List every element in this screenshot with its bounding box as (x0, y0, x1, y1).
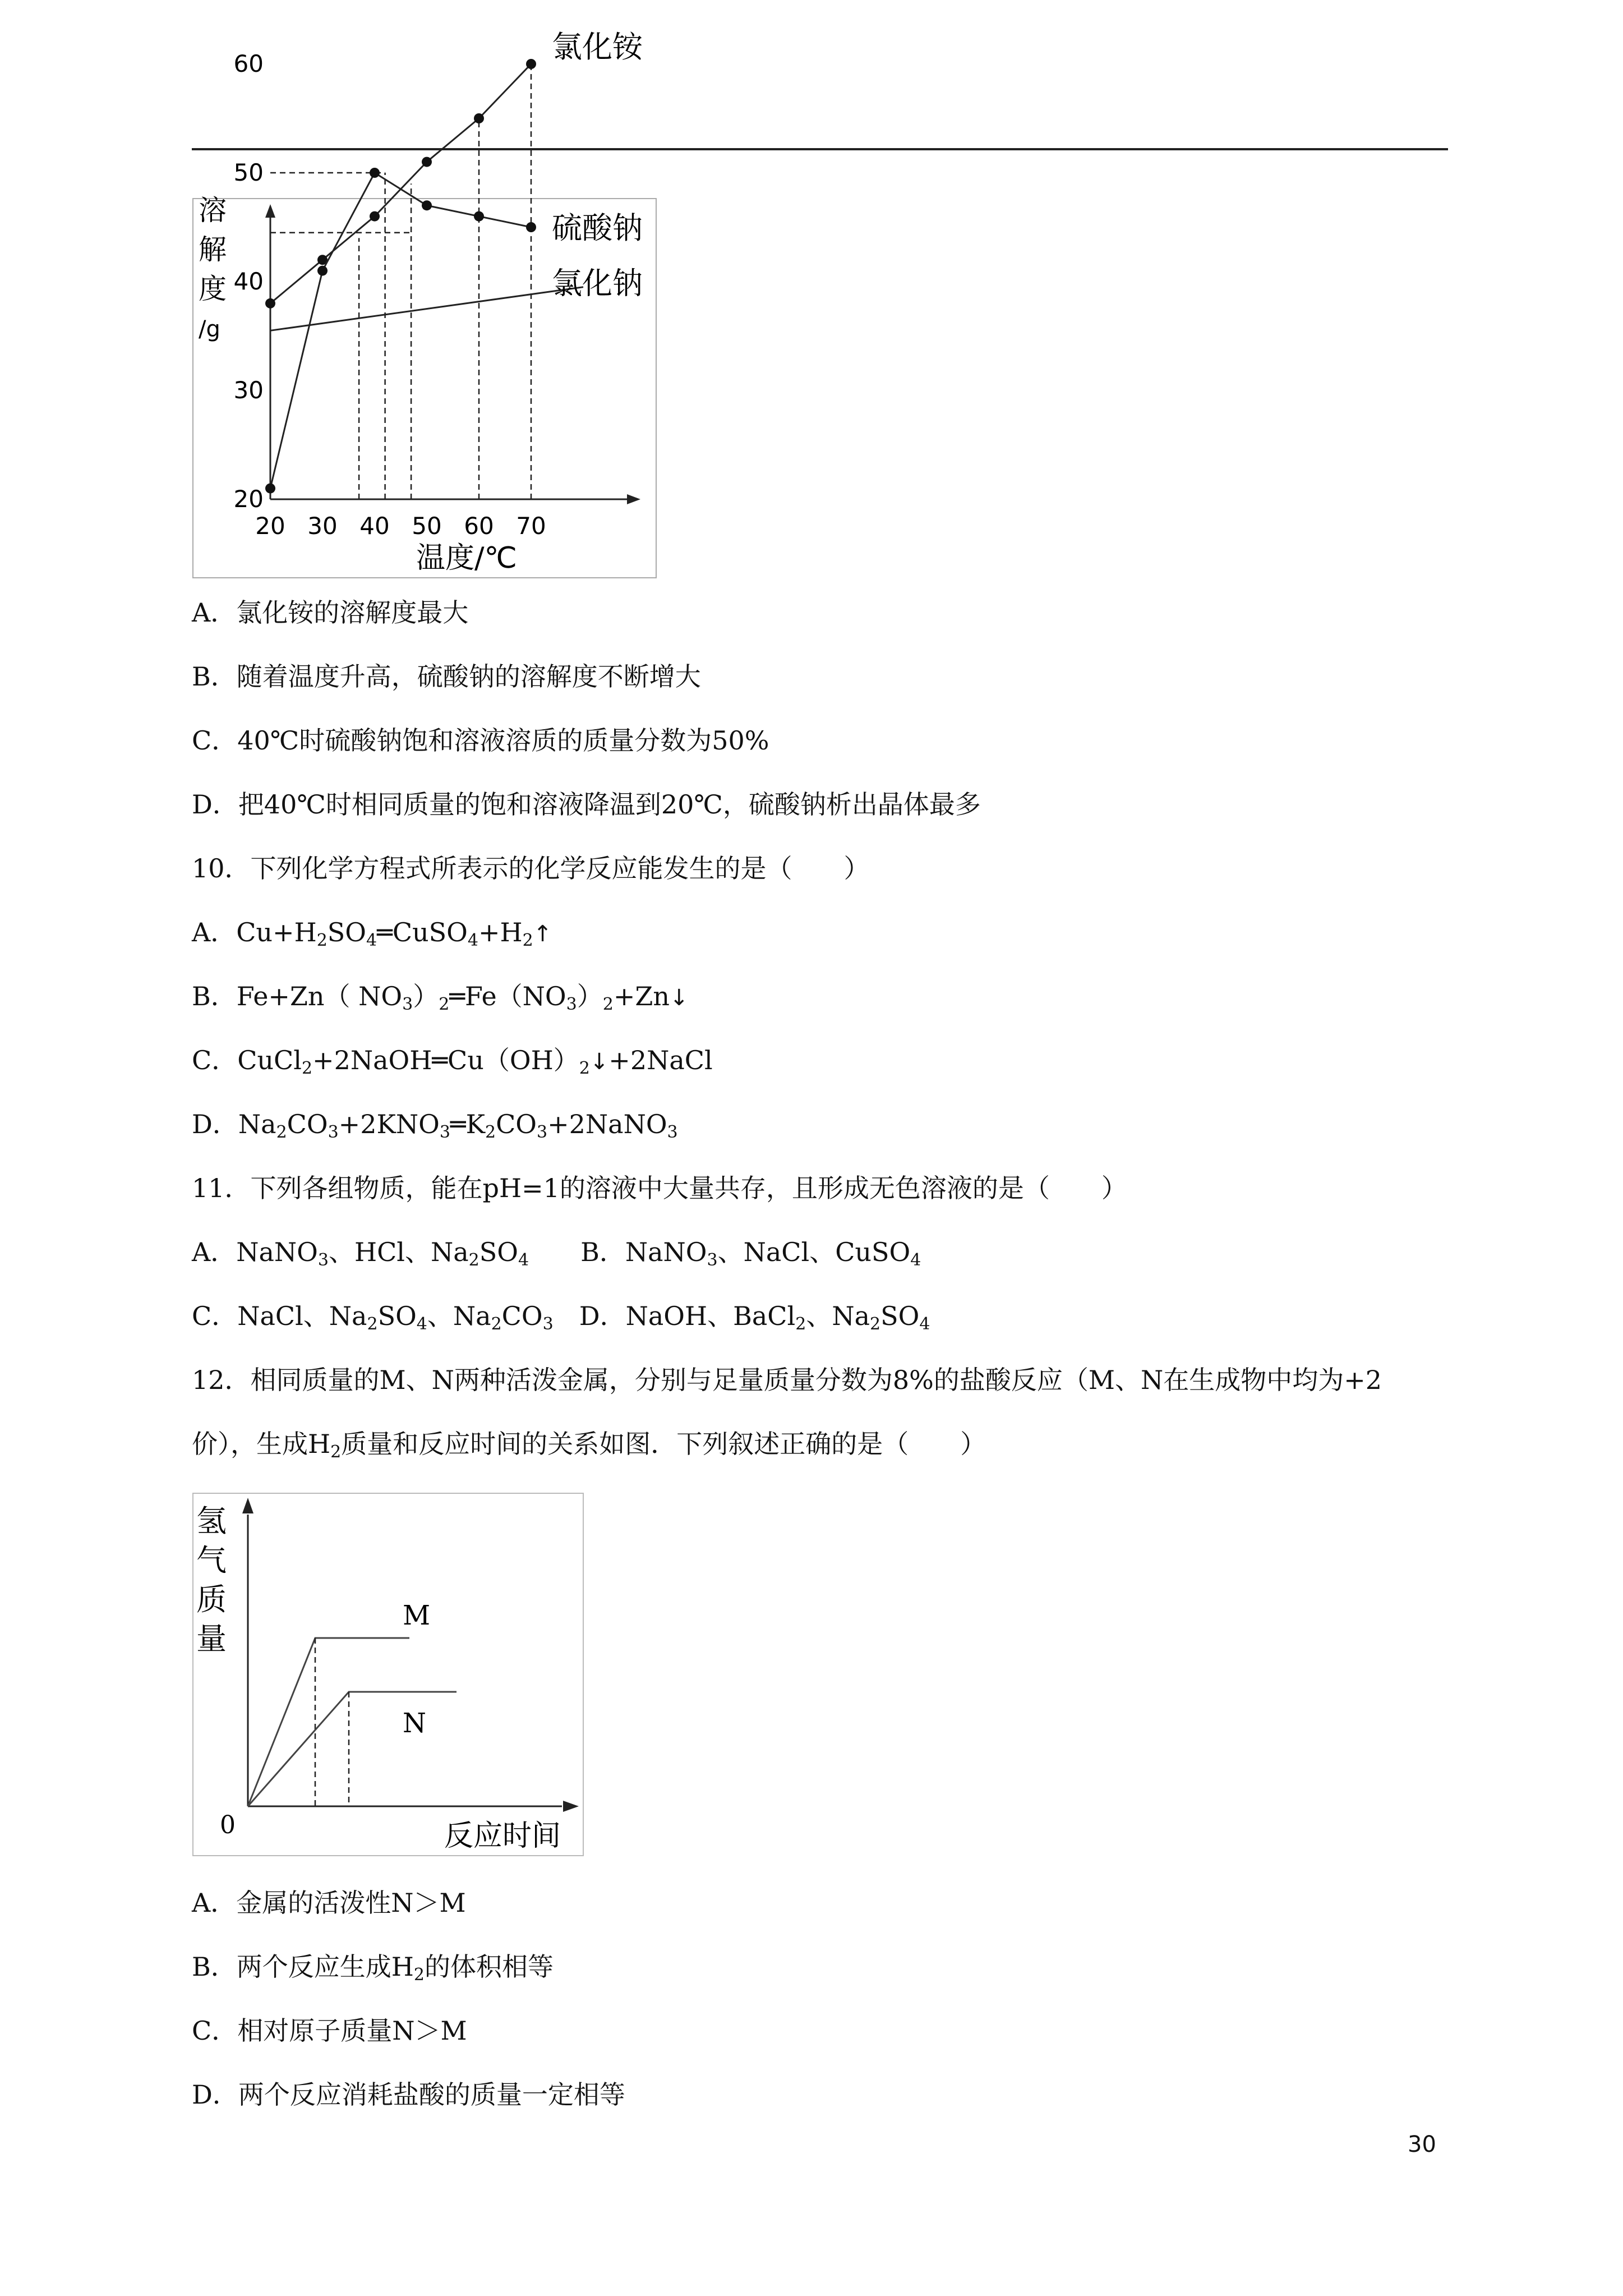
data-point (422, 200, 432, 210)
text-segment: A．NaNO (192, 1237, 318, 1267)
text-segment: SO (327, 917, 367, 947)
subscript: 4 (518, 1250, 529, 1270)
q11-question: 11．下列各组物质，能在pH=1的溶液中大量共存，且形成无色溶液的是（ ） (192, 1173, 1127, 1203)
series-label: M (403, 1600, 431, 1631)
precipitate-arrow-icon: ↓ (669, 985, 689, 1011)
subscript: 2 (367, 1314, 378, 1334)
y-axis-arrow-icon (242, 1498, 253, 1513)
y-axis-arrow-icon (265, 204, 275, 218)
y-tick-label: 20 (233, 485, 264, 513)
q10-option-c (192, 1043, 713, 1079)
q11-options-cd (192, 1299, 930, 1333)
series-line (248, 1638, 409, 1806)
series-label: 氯化钠 (552, 265, 643, 301)
text-segment: ） (577, 981, 603, 1011)
text-segment: 、HCl、Na (328, 1237, 469, 1267)
y-axis-label: 量 (196, 1621, 227, 1657)
text-segment: SO (479, 1237, 518, 1267)
data-point (370, 211, 380, 222)
y-axis-label: 氢 (196, 1503, 227, 1539)
text-segment: CO (501, 1301, 543, 1331)
text-segment: ） (413, 981, 439, 1011)
series-label: N (403, 1708, 426, 1739)
precipitate-arrow-icon: ↓ (589, 1049, 609, 1075)
q12-question-line2 (192, 1427, 986, 1461)
subscript: 3 (317, 1250, 329, 1270)
text-segment: SO (377, 1301, 417, 1331)
y-tick-label: 50 (233, 159, 264, 186)
text-segment: 价），生成H (192, 1429, 331, 1459)
subscript: 3 (667, 1122, 678, 1142)
gas-arrow-icon: ↑ (533, 921, 552, 947)
q10-question: 10．下列化学方程式所表示的化学反应能发生的是（ ） (192, 853, 870, 884)
q10-option-a (192, 915, 552, 951)
text-segment: 、Na (806, 1301, 870, 1331)
series-line (270, 173, 531, 489)
q12-option-a: A．金属的活泼性N＞M (192, 1888, 466, 1918)
page-number: 30 (1408, 2132, 1436, 2157)
data-point (265, 484, 275, 494)
y-axis-label: 气 (196, 1543, 227, 1578)
subscript: 4 (910, 1250, 921, 1270)
subscript: 2 (413, 1965, 425, 1985)
text-segment: B．两个反应生成H (192, 1952, 414, 1982)
x-tick-label: 50 (412, 512, 442, 540)
y-tick-label: 60 (233, 50, 264, 77)
y-axis-label: /g (199, 316, 220, 342)
text-segment: +Zn (613, 981, 670, 1011)
y-tick-label: 40 (233, 268, 264, 295)
subscript: 2 (602, 995, 614, 1014)
x-axis-label: 反应时间 (444, 1819, 561, 1853)
subscript: 4 (366, 931, 377, 950)
x-tick-label: 70 (516, 512, 546, 540)
subscript: 2 (579, 1059, 590, 1078)
text-segment: CO (287, 1109, 328, 1139)
text-segment: 、NaCl、CuSO (717, 1237, 911, 1267)
text-segment: +2NaNO (547, 1109, 667, 1139)
text-segment: B．NaNO (529, 1237, 707, 1267)
q9-option-c: C．40℃时硫酸钠饱和溶液溶质的质量分数为50% (192, 725, 769, 756)
text-segment: CO (496, 1109, 537, 1139)
x-axis-arrow-icon (563, 1801, 579, 1812)
subscript: 2 (316, 931, 328, 950)
text-segment: B．Fe+Zn（ NO (192, 981, 403, 1011)
y-tick-label: 30 (233, 376, 264, 404)
q10-option-d (192, 1107, 678, 1141)
series-label: 氯化铵 (552, 29, 643, 65)
y-axis-label: 度 (199, 273, 227, 305)
subscript: 2 (485, 1122, 496, 1142)
text-segment: C．CuCl (192, 1045, 302, 1075)
x-tick-label: 30 (307, 512, 338, 540)
header-rule (192, 148, 1448, 150)
data-point (370, 168, 380, 178)
x-tick-label: 40 (359, 512, 390, 540)
data-point (526, 59, 536, 69)
data-point (317, 266, 328, 276)
subscript: 3 (536, 1122, 548, 1142)
subscript: 2 (301, 1059, 313, 1078)
q12-question-line1: 12．相同质量的M、N两种活泼金属，分别与足量质量分数为8%的盐酸反应（M、N在生成物中均为+2 (192, 1365, 1382, 1395)
q12-option-c: C．相对原子质量N＞M (192, 2016, 467, 2046)
data-point (526, 222, 536, 232)
subscript: 2 (522, 931, 533, 950)
subscript: 2 (276, 1122, 287, 1142)
subscript: 4 (416, 1314, 427, 1334)
subscript: 3 (542, 1314, 554, 1334)
text-segment: D．Na (192, 1109, 276, 1139)
origin-label: 0 (220, 1811, 236, 1839)
subscript: 4 (919, 1314, 930, 1334)
text-segment: ═K (450, 1109, 485, 1139)
text-segment: C．NaCl、Na (192, 1301, 367, 1331)
y-axis-label: 解 (199, 233, 227, 266)
subscript: 2 (870, 1314, 881, 1334)
subscript: 4 (467, 931, 478, 950)
q9-option-d: D．把40℃时相同质量的饱和溶液降温到20℃，硫酸钠析出晶体最多 (192, 789, 981, 820)
text-segment: +H (478, 917, 523, 947)
q11-options-ab (192, 1235, 921, 1269)
subscript: 2 (330, 1442, 342, 1462)
text-segment: 质量和反应时间的关系如图．下列叙述正确的是（ ） (341, 1429, 986, 1459)
series-line (270, 64, 531, 303)
text-segment: 、Na (427, 1301, 491, 1331)
text-segment: ═Fe（NO (449, 981, 566, 1011)
subscript: 2 (439, 995, 450, 1014)
subscript: 3 (439, 1122, 450, 1142)
subscript: 3 (707, 1250, 718, 1270)
text-segment: A．Cu+H (192, 917, 317, 947)
text-segment: ═CuSO (377, 917, 468, 947)
q12-option-b (192, 1950, 554, 1984)
series-label: 硫酸钠 (552, 210, 643, 246)
data-point (265, 298, 275, 309)
subscript: 3 (402, 995, 413, 1014)
solubility-chart (192, 29, 657, 579)
data-point (474, 113, 484, 123)
x-axis-label: 温度/℃ (416, 541, 517, 575)
subscript: 2 (491, 1314, 502, 1334)
q9-option-b: B．随着温度升高，硫酸钠的溶解度不断增大 (192, 661, 701, 692)
x-tick-label: 60 (464, 512, 494, 540)
q12-option-d: D．两个反应消耗盐酸的质量一定相等 (192, 2079, 625, 2110)
text-segment: +2NaCl (608, 1045, 713, 1075)
x-axis-arrow-icon (627, 494, 640, 504)
text-segment: SO (880, 1301, 920, 1331)
subscript: 3 (566, 995, 577, 1014)
y-axis-label: 溶 (199, 194, 227, 227)
text-segment: D．NaOH、BaCl (553, 1301, 796, 1331)
data-point (474, 211, 484, 222)
q9-option-a: A．氯化铵的溶解度最大 (192, 597, 469, 628)
subscript: 2 (468, 1250, 479, 1270)
text-segment: +2KNO (338, 1109, 440, 1139)
text-segment: 的体积相等 (425, 1952, 554, 1982)
q10-option-b (192, 979, 688, 1015)
subscript: 2 (795, 1314, 806, 1334)
hydrogen-mass-chart (192, 1492, 584, 1857)
x-tick-label: 20 (255, 512, 285, 540)
text-segment: +2NaOH═Cu（OH） (312, 1045, 579, 1075)
data-point (422, 157, 432, 167)
subscript: 3 (328, 1122, 339, 1142)
y-axis-label: 质 (196, 1582, 227, 1617)
